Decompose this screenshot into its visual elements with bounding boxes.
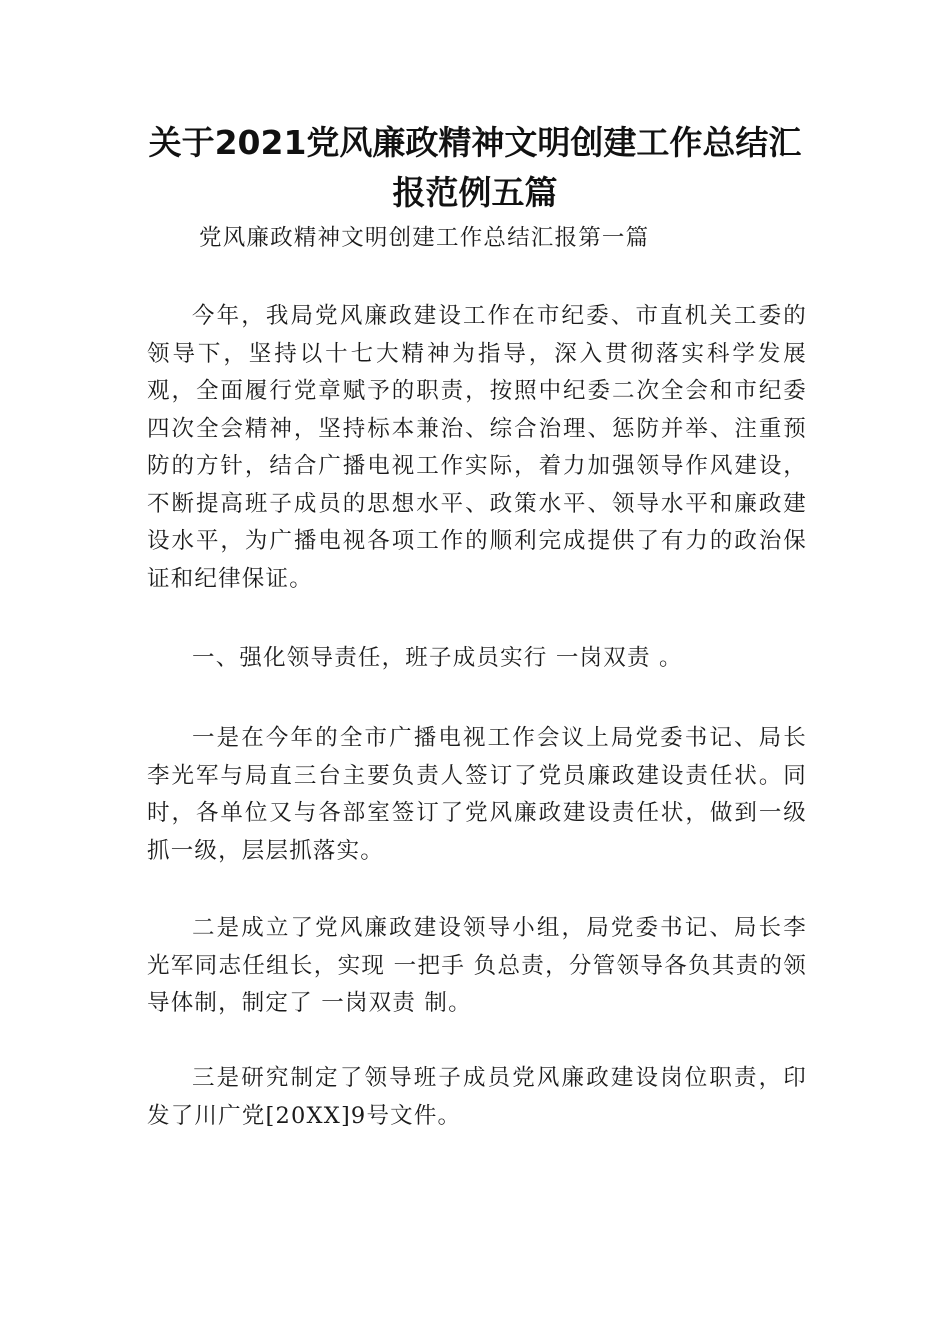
document-title: 关于2021党风廉政精神文明创建工作总结汇报范例五篇 <box>148 123 802 212</box>
paragraph-point-2: 二是成立了党风廉政建设领导小组，局党委书记、局长李光军同志任组长，实现 一把手 负总责，分管领导各负其责的领导体制，制定了 一岗双责 制。 <box>147 915 807 1016</box>
paragraph-point-3: 三是研究制定了领导班子成员党风廉政建设岗位职责，印发了川广党[20XX]9号文件。 <box>147 1065 807 1129</box>
paragraph-intro: 今年，我局党风廉政建设工作在市纪委、市直机关工委的领导下，坚持以十七大精神为指导，深入贯彻落实科学发展观，全面履行党章赋予的职责，按照中纪委二次全会和市纪委四次全会精神，坚持标本兼治、综合治理、惩防并举、注重预防的方针，结合广播电视工作实际，着力加强领导作风建设，不断提高班子成员的思想水平、政策水平、领导水平和廉政建设水平，为广播电视各项工作的顺利完成提供了有力的政治保证和纪律保证。 <box>147 303 807 592</box>
section-heading-1: 一、强化领导责任，班子成员实行 一岗双责 。 <box>192 645 683 671</box>
paragraph-point-1: 一是在今年的全市广播电视工作会议上局党委书记、局长李光军与局直三台主要负责人签订了党员廉政建设责任状。同时，各单位又与各部室签订了党风廉政建设责任状，做到一级抓一级，层层抓落实。 <box>147 725 807 864</box>
section-subtitle: 党风廉政精神文明创建工作总结汇报第一篇 <box>199 225 650 251</box>
